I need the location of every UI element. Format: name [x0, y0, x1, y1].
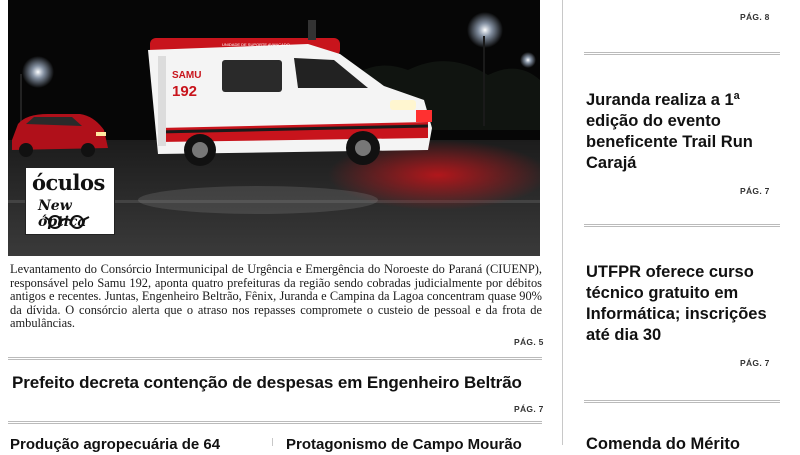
ambulance-banner-text: UNIDADE DE SUPORTE AVANÇADO — [222, 42, 290, 47]
sidebar-item-headline[interactable]: UTFPR oferece curso técnico gratuito em Informática; inscrições até dia 30 — [586, 263, 767, 344]
second-story-page[interactable]: PÁG. 7 — [514, 404, 544, 414]
ambulance-brand-text: SAMU — [172, 70, 202, 81]
sidebar-top-page[interactable]: PÁG. 8 — [740, 12, 770, 22]
column-divider — [562, 0, 563, 445]
sidebar-divider — [584, 400, 780, 403]
sidebar-item-page[interactable]: PÁG. 7 — [740, 186, 770, 196]
ambulance-number-text: 192 — [172, 83, 198, 100]
lead-story-page[interactable]: PÁG. 5 — [514, 337, 544, 347]
sidebar-divider — [584, 52, 780, 55]
cut-story-left-headline[interactable]: Produção agropecuária de 64 — [10, 436, 221, 453]
second-story-headline[interactable]: Prefeito decreta contenção de despesas em Engenheiro Beltrão — [12, 373, 522, 392]
ambulance-photo — [8, 0, 540, 256]
cut-story-right-headline[interactable]: Protagonismo de Campo Mourão — [286, 436, 522, 453]
sidebar-divider — [584, 224, 780, 227]
sidebar-item-headline[interactable]: Juranda realiza a 1ª edição do evento beneficente Trail Run Carajá — [586, 91, 753, 172]
lead-story-text: Levantamento do Consórcio Intermunicipal de Urgência e Emergência do Noroeste do Paraná (CIUENP), responsável pelo Samu 192, aponta quatro prefeituras da região sendo cobradas judicialmente por débitos antigos e recentes. Juntas, Engenheiro Beltrão, Fênix, Juranda e Campina da Lagoa concentram quase 90% da dívida. O consórcio alerta que o atraso nos repasses compromete o custeio de pessoal e da frota de ambulâncias. — [10, 262, 542, 331]
sidebar-item-page[interactable]: PÁG. 7 — [740, 358, 770, 368]
sidebar-item-headline[interactable]: Comenda do Mérito — [586, 435, 741, 453]
glasses-icon — [44, 214, 90, 230]
optica-ad[interactable] — [25, 167, 115, 235]
ad-line-2: New óptica — [38, 198, 87, 230]
section-divider — [8, 357, 542, 360]
ad-line-1: óculos — [32, 170, 105, 195]
section-divider — [8, 421, 542, 424]
